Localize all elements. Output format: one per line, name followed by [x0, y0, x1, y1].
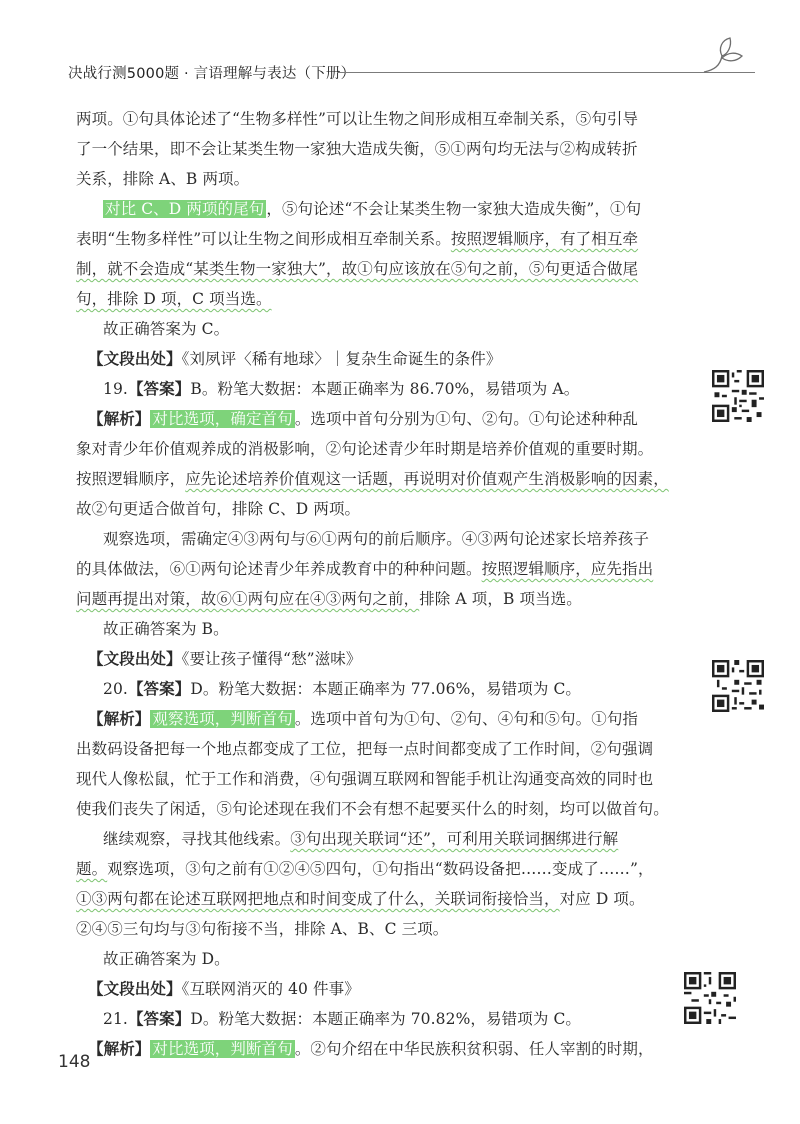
text-line: 故②句更适合做首句，排除 C、D 两项。: [76, 500, 361, 518]
text-line: ①③两句都在论述互联网把地点和时间变成了什么，关联词衔接恰当，对应 D 项。: [76, 890, 645, 908]
highlight-phrase: 对比选项，确定首句: [152, 410, 293, 428]
highlight-phrase: 观察选项，判断首句: [152, 710, 293, 728]
book-title: 决战行测5000题 · 言语理解与表达（下册）: [68, 66, 356, 82]
text-line: 使我们丧失了闲适，⑤句论述现在我们不会有想不起要买什么的时刻，均可以做首句。: [76, 800, 669, 818]
text-line: 两项。①句具体论述了“生物多样性”可以让生物之间形成相互牵制关系，⑤句引导: [76, 110, 639, 128]
qr-code-icon[interactable]: [712, 370, 764, 422]
text-line: 制，就不会造成“某类生物一家独大”，故①句应该放在⑤句之前，⑤句更适合做尾: [76, 260, 639, 278]
highlight-phrase: 对比 C、D 两项的尾句: [105, 200, 265, 218]
text-line: 关系，排除 A、B 两项。: [76, 170, 250, 188]
analysis-line: 【解析】 对比选项，判断首句 。②句介绍在中华民族积贫积弱、任人宰割的时期，: [88, 1040, 654, 1058]
text-line: 对比 C、D 两项的尾句 ，⑤句论述“不会让某类生物一家独大造成失衡”，①句: [105, 200, 642, 218]
highlight-phrase: 对比选项，判断首句: [152, 1040, 293, 1058]
qr-code-icon[interactable]: [712, 660, 764, 712]
text-line: 故正确答案为 B。: [103, 620, 229, 638]
text-line: 观察选项，需确定④③两句与⑥①两句的前后顺序。④③两句论述家长培养孩子: [103, 530, 650, 548]
text-line: 了一个结果，即不会让某类生物一家独大造成失衡，⑤①两句均无法与②构成转折: [76, 140, 638, 158]
page-number: 148: [58, 1052, 91, 1072]
answer-line: 19.【答案】B。粉笔大数据：本题正确率为 86.70%，易错项为 A。: [103, 380, 580, 398]
qr-code-icon[interactable]: [684, 972, 736, 1024]
analysis-line: 【解析】 观察选项，判断首句 。选项中首句为①句、②句、④句和⑤句。①句指: [88, 710, 639, 728]
text-line: 按照逻辑顺序，应先论述培养价值观这一话题，再说明对价值观产生消极影响的因素，: [76, 470, 669, 488]
text-line: 句，排除 D 项，C 项当选。: [76, 290, 272, 308]
answer-line: 21.【答案】D。粉笔大数据：本题正确率为 70.82%，易错项为 C。: [103, 1010, 582, 1028]
answer-line: 20.【答案】D。粉笔大数据：本题正确率为 77.06%，易错项为 C。: [103, 680, 582, 698]
text-line: ②④⑤三句均与③句衔接不当，排除 A、B、C 三项。: [76, 920, 449, 938]
text-line: 现代人像松鼠，忙于工作和消费，④句强调互联网和智能手机让沟通变高效的同时也: [76, 770, 654, 788]
source-line: 【文段出处】《刘夙评〈稀有地球〉｜复杂生命诞生的条件》: [88, 350, 502, 368]
text-line: 的具体做法，⑥①两句论述青少年养成教育中的种种问题。按照逻辑顺序，应先指出: [76, 560, 654, 578]
source-line: 【文段出处】《要让孩子懂得“愁”滋味》: [88, 650, 362, 668]
text-line: 继续观察，寻找其他线索。③句出现关联词“还”，可利用关联词捆绑进行解: [103, 830, 619, 848]
text-line: 出数码设备把每一个地点都变成了工位，把每一点时间都变成了工作时间，②句强调: [76, 740, 654, 758]
text-line: 表明“生物多样性”可以让生物之间形成相互牵制关系。按照逻辑顺序，有了相互牵: [76, 230, 639, 248]
text-line: 问题再提出对策，故⑥①两句应在④③两句之前，排除 A 项，B 项当选。: [76, 590, 582, 608]
text-line: 象对青少年价值观养成的消极影响，②句论述青少年时期是培养价值观的重要时期。: [76, 440, 654, 458]
text-line: 题。观察选项，③句之前有①②④⑤四句，①句指出“数码设备把……变成了……”，: [76, 860, 654, 878]
text-line: 故正确答案为 D。: [103, 950, 230, 968]
analysis-line: 【解析】 对比选项，确定首句 。选项中首句分别为①句、②句。①句论述种种乱: [88, 410, 639, 428]
text-line: 故正确答案为 C。: [103, 320, 230, 338]
source-line: 【文段出处】《互联网消灭的 40 件事》: [88, 980, 360, 998]
